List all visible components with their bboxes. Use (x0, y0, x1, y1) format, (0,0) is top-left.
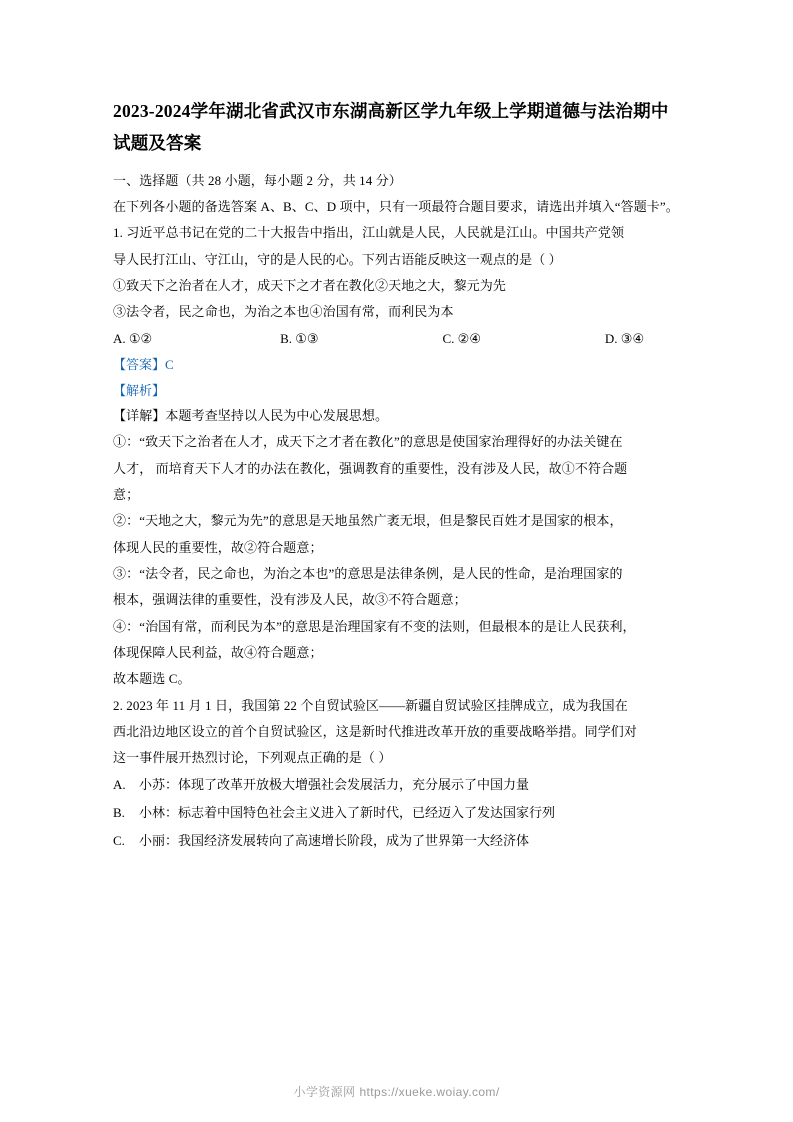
footer-site-name: 小学资源网 (293, 1085, 356, 1099)
q1-stem-line-1: 1. 习近平总书记在党的二十大报告中指出，江山就是人民，人民就是江山。中国共产党领 (113, 225, 625, 241)
q1-items-line-1: ①致天下之治者在人才，成天下之才者在教化②天地之大，黎元为先 (113, 278, 507, 294)
question-2 (113, 693, 680, 854)
q1-option-a[interactable]: A. ①② (113, 330, 153, 346)
q2-stem-line-2: 西北沿边地区设立的首个自贸试验区，这是新时代推进改革开放的重要战略举措。同学们对 (113, 723, 638, 739)
q1-detail-line-7: ③：“法令者，民之命也，为治之本也”的意思是法律条例，是人民的性命，是治理国家的 (113, 565, 623, 581)
q1-detail-line-9: ④：“治国有常，而利民为本”的意思是治理国家有不变的法则，但最根本的是让人民获利， (113, 618, 636, 634)
question-1 (113, 220, 680, 691)
q2-stem-line-1: 2. 2023 年 11 月 1 日，我国第 22 个自贸试验区——新疆自贸试验区挂牌成立，成为我国在 (113, 697, 628, 713)
q1-detail-line-4: 意； (113, 486, 140, 502)
q1-detail-line-1: 【详解】本题考查坚持以人民为中心发展思想。 (113, 407, 389, 423)
q1-detail-line-10: 体现保障人民利益，故④符合题意； (113, 644, 323, 660)
q1-detail-line-11: 故本题选 C。 (113, 671, 191, 687)
q1-items-line-2: ③法令者，民之命也，为治之本也④治国有常，而利民为本 (113, 304, 454, 320)
page-footer (0, 1083, 793, 1100)
q1-answer: 【答案】C (113, 357, 174, 373)
q2-choice-b[interactable] (113, 800, 680, 825)
q1-options (113, 326, 680, 351)
q2-choice-c-text: 小丽：我国经济发展转向了高速增长阶段，成为了世界第一大经济体 (139, 833, 530, 849)
q1-analysis-label: 【解析】 (113, 382, 166, 398)
q1-detail-line-2: ①：“致天下之治者在人才，成天下之才者在教化”的意思是使国家治理得好的办法关键在 (113, 434, 623, 450)
q1-stem-line-2: 导人民打江山、守江山，守的是人民的心。下列古语能反映这一观点的是（ ） (113, 251, 562, 267)
q1-detail-line-6: 体现人民的重要性，故②符合题意； (113, 539, 323, 555)
q1-option-d[interactable]: D. ③④ (604, 330, 645, 346)
q1-detail-line-3: 人才， 而培育天下人才的办法在教化，强调教育的重要性，没有涉及人民，故①不符合题 (113, 460, 628, 476)
page-title: 2023-2024学年湖北省武汉市东湖高新区学九年级上学期道德与法治期中试题及答案 (113, 101, 669, 154)
q2-choice-a[interactable] (113, 772, 680, 797)
section-instruction: 在下列各小题的备选答案 A、B、C、D 项中，只有一项最符合题目要求，请选出并填入“答题卡”。 (113, 199, 679, 215)
q1-detail-line-8: 根本，强调法律的重要性，没有涉及人民，故③不符合题意； (113, 592, 467, 608)
q2-stem-line-3: 这一事件展开热烈讨论，下列观点正确的是（ ） (113, 750, 392, 766)
q2-choice-b-label: B. (113, 805, 125, 820)
q2-choice-b-text: 小林：标志着中国特色社会主义进入了新时代，已经迈入了发达国家行列 (139, 805, 556, 820)
q2-choice-c-label: C. (113, 833, 125, 849)
footer-url[interactable]: https://xueke.woiay.com/ (359, 1085, 500, 1099)
q1-option-b[interactable]: B. ①③ (280, 330, 319, 346)
q2-choice-a-text: 小苏：体现了改革开放极大增强社会发展活力，充分展示了中国力量 (139, 776, 530, 792)
section-heading: 一、选择题（共 28 小题，每小题 2 分，共 14 分） (113, 172, 402, 188)
q1-detail-line-5: ②：“天地之大，黎元为先”的意思是天地虽然广袤无垠，但是黎民百姓才是国家的根本， (113, 513, 623, 529)
q1-option-c[interactable]: C. ②④ (442, 330, 481, 346)
q2-choice-c[interactable] (113, 828, 680, 853)
q2-choice-a-label: A. (113, 776, 126, 792)
